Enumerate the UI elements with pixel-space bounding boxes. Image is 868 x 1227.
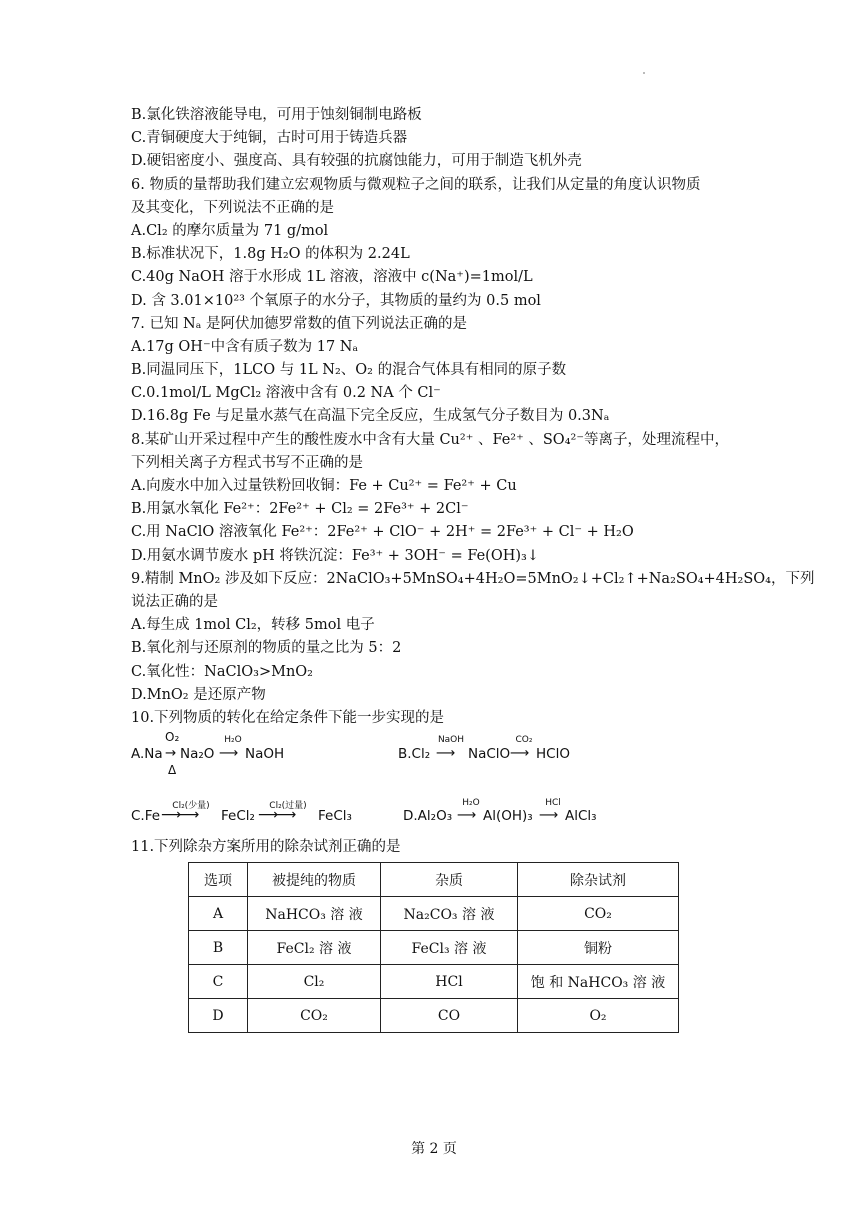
table-cell: A [189,897,248,931]
q10-c-arrow-label-2: Cl₂(过量) [269,801,307,811]
q10-c-mid: FeCl₂ [221,808,255,824]
right-arrow-icon: → [165,745,177,761]
q10-d-mid: Al(OH)₃ [483,808,533,824]
q9-option-c: C.氧化性：NaClO₃>MnO₂ [131,663,313,680]
table-cell: 饱 和 NaHCO₃ 溶 液 [518,965,679,999]
table-header-cell: 除杂试剂 [518,863,679,897]
question-6-stem: 6. 物质的量帮助我们建立宏观物质与微观粒子之间的联系，让我们从定量的角度认识物质 [131,176,701,193]
q7-option-d: D.16.8g Fe 与足量水蒸气在高温下完全反应，生成氢气分子数目为 0.3Nₐ [131,408,610,425]
q9-option-b: B.氧化剂与还原剂的物质的量之比为 5：2 [131,640,402,657]
page-number: 第 2 页 [411,1141,457,1157]
q10-c-end: FeCl₃ [318,808,352,824]
table-header-cell: 选项 [189,863,248,897]
long-arrow-icon: ⟶ [457,807,477,823]
question-8-stem: 8.某矿山开采过程中产生的酸性废水中含有大量 Cu²⁺ 、Fe²⁺ 、SO₄²⁻等离子，处理流程中， [131,431,729,448]
table-header-cell: 杂质 [381,863,518,897]
q6-option-a: A.Cl₂ 的摩尔质量为 71 g/mol [131,222,329,239]
q10-a-heat-condition: Δ [168,763,177,777]
q6-option-d: D. 含 3.01×10²³ 个氧原子的水分子，其物质的量约为 0.5 mol [131,292,541,309]
table-cell: FeCl₂ 溶 液 [248,931,381,965]
q10-b-end: HClO [536,746,570,762]
table-row [189,999,679,1033]
q9-option-d: D.MnO₂ 是还原产物 [131,686,266,703]
q8-option-a: A.向废水中加入过量铁粉回收铜：Fe + Cu²⁺ = Fe²⁺ + Cu [131,478,517,494]
q10-a-mid: Na₂O [180,746,215,762]
q10-a-start: A.Na [131,746,163,762]
question-6-stem-cont: 及其变化，下列说法不正确的是 [131,199,334,216]
q10-b-arrow-label-1: NaOH [437,735,465,745]
q8-option-d: D.用氨水调节废水 pH 将铁沉淀：Fe³⁺ + 3OH⁻ = Fe(OH)₃↓ [131,547,539,564]
option-line: D.硬铝密度小、强度高、具有较强的抗腐蚀能力，可用于制造飞机外壳 [131,153,582,170]
table-cell: CO₂ [248,999,381,1033]
q10-c-arrow-label-1: Cl₂(少量) [172,801,210,811]
question-9-stem: 9.精制 MnO₂ 涉及如下反应：2NaClO₃+5MnSO₄+4H₂O=5MnO₂↓+Cl₂↑+Na₂SO₄+4H₂SO₄，下列 [131,570,815,587]
q6-option-b: B.标准状况下，1.8g H₂O 的体积为 2.24L [131,246,410,263]
table-cell: CO₂ [518,897,679,931]
q10-a-top-reagent: O₂ [165,730,180,744]
question-7-stem: 7. 已知 Nₐ 是阿伏加德罗常数的值下列说法正确的是 [131,315,467,332]
long-arrow-icon: ⟶⟶ [258,807,295,823]
q8-option-b: B.用氯水氧化 Fe²⁺：2Fe²⁺ + Cl₂ = 2Fe³⁺ + 2Cl⁻ [131,501,469,518]
long-arrow-icon: ⟶ [436,745,456,761]
q10-a-end: NaOH [245,746,285,762]
table-row [189,897,679,931]
q7-option-c: C.0.1mol/L MgCl₂ 溶液中含有 0.2 NA 个 Cl⁻ [131,385,441,402]
q7-option-a: A.17g OH⁻中含有质子数为 17 Nₐ [131,338,359,355]
table-cell: 铜粉 [518,931,679,965]
table-cell: Cl₂ [248,965,381,999]
page-content [131,104,815,730]
question-10-stem: 10.下列物质的转化在给定条件下能一步实现的是 [131,709,445,726]
table-row [189,931,679,965]
table-header-cell: 被提纯的物质 [248,863,381,897]
q10-d-end: AlCl₃ [565,808,597,824]
long-arrow-icon: ⟶ [510,745,530,761]
q10-d-start: D.Al₂O₃ [403,808,453,824]
q6-option-c: C.40g NaOH 溶于水形成 1L 溶液，溶液中 c(Na⁺)=1mol/L [131,269,533,286]
q10-c-start: C.Fe [131,808,161,824]
scan-dot [643,72,645,74]
option-line: B.氯化铁溶液能导电，可用于蚀刻铜制电路板 [131,107,422,123]
question-8-stem-cont: 下列相关离子方程式书写不正确的是 [131,454,363,471]
q10-b-start: B.Cl₂ [398,746,431,762]
q10-b-mid: NaClO [468,746,511,762]
option-line: C.青铜硬度大于纯铜，古时可用于铸造兵器 [131,130,408,147]
q10-b-arrow-label-2: CO₂ [515,735,533,745]
question-11-stem: 11.下列除杂方案所用的除杂试剂正确的是 [131,839,401,855]
question-9-stem-cont: 说法正确的是 [131,593,218,610]
table-cell: D [189,999,248,1033]
table-row [189,965,679,999]
q7-option-b: B.同温同压下，1LCO 与 1L N₂、O₂ 的混合气体具有相同的原子数 [131,362,567,379]
q8-option-c: C.用 NaClO 溶液氧化 Fe²⁺：2Fe²⁺ + ClO⁻ + 2H⁺ = 2Fe³⁺ + Cl⁻ + H₂O [131,524,634,541]
long-arrow-icon: ⟶ [539,807,559,823]
long-arrow-icon: ⟶⟶ [161,807,198,823]
table-cell: HCl [381,965,518,999]
table-cell: C [189,965,248,999]
q11-table [188,862,679,1033]
q9-option-a: A.每生成 1mol Cl₂，转移 5mol 电子 [131,617,375,634]
q10-a-arrow-label: H₂O [224,735,242,745]
table-cell: B [189,931,248,965]
q10-d-arrow-label-1: H₂O [462,798,480,808]
table-cell: CO [381,999,518,1033]
long-arrow-icon: ⟶ [219,745,239,761]
q10-d-arrow-label-2: HCl [545,798,561,808]
table-cell: NaHCO₃ 溶 液 [248,897,381,931]
table-cell: FeCl₃ 溶 液 [381,931,518,965]
table-header-row [189,863,679,897]
table-cell: O₂ [518,999,679,1033]
table-cell: Na₂CO₃ 溶 液 [381,897,518,931]
